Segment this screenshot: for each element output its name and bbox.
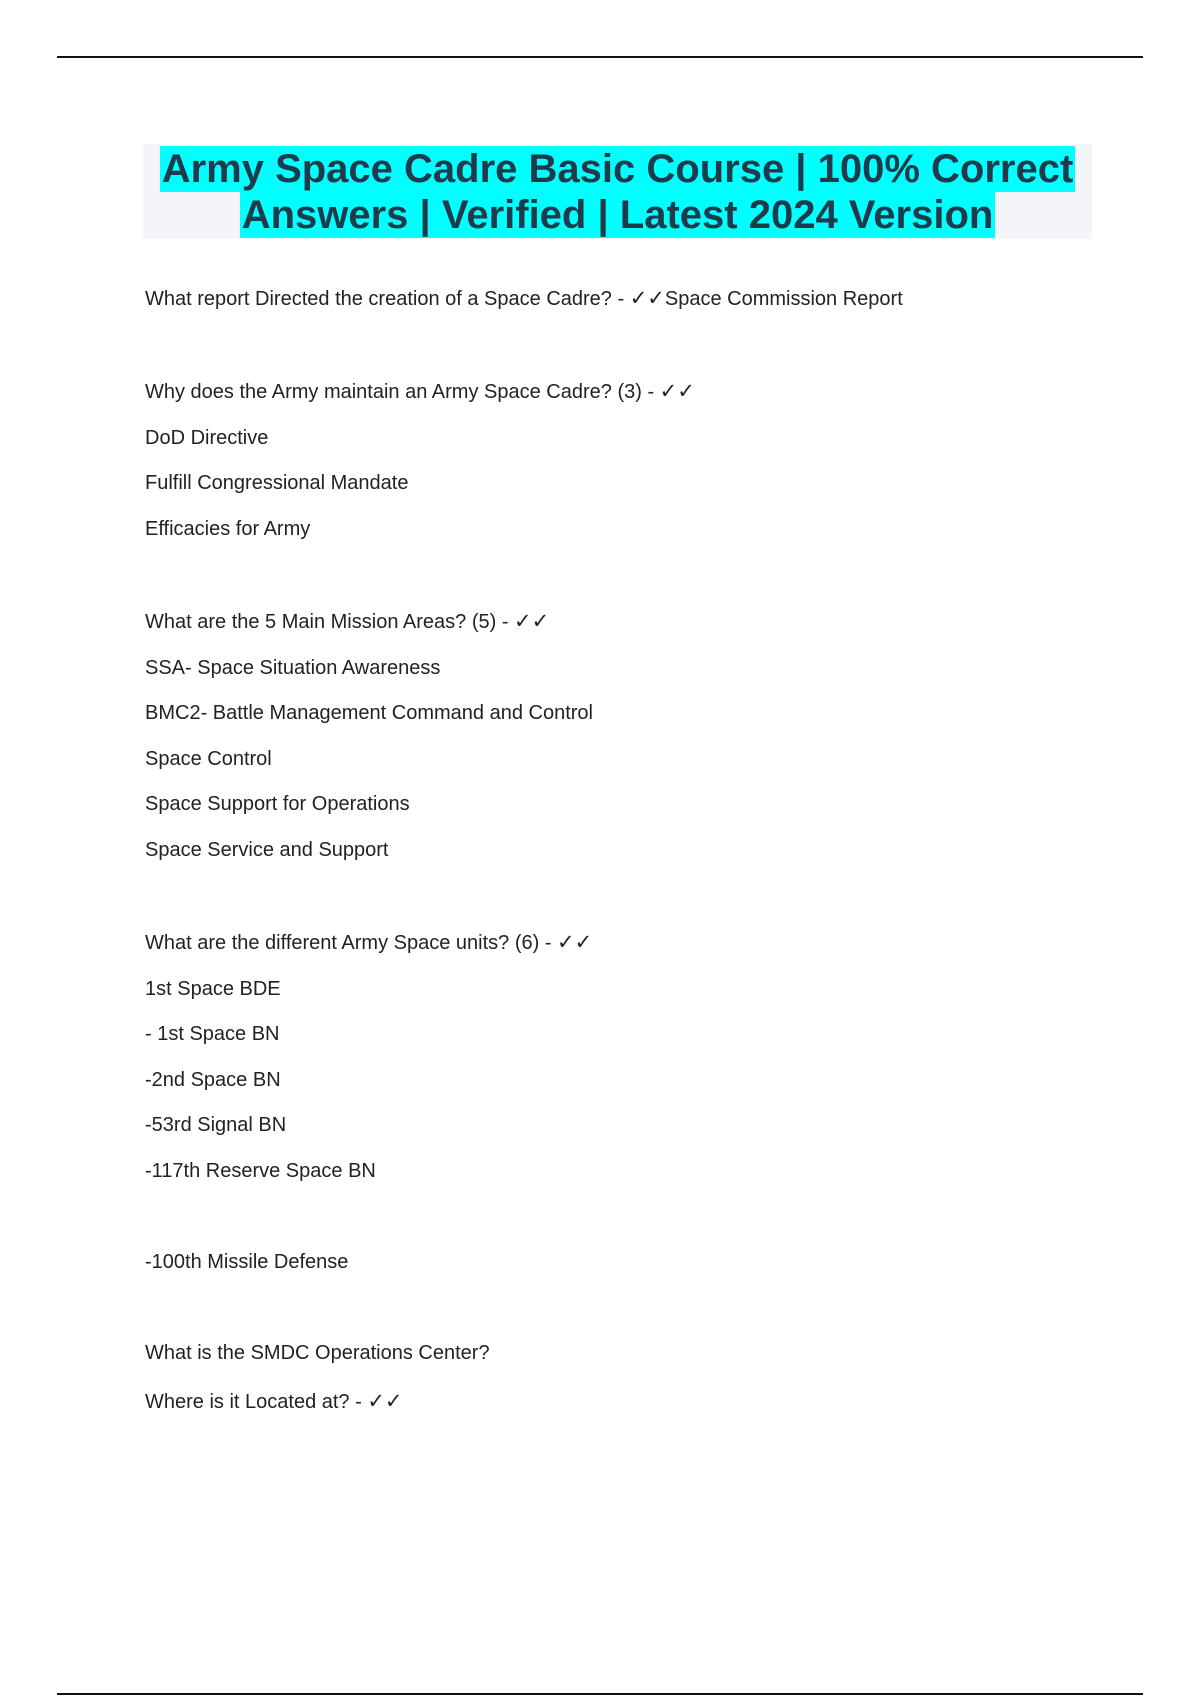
answer-line: -53rd Signal BN [145, 1114, 287, 1136]
question-text: What report Directed the creation of a Space Cadre? - [145, 288, 630, 310]
question-2 [145, 378, 1105, 405]
question-4 [145, 929, 1105, 956]
question-text: What are the 5 Main Mission Areas? (5) - [145, 611, 515, 633]
answer-line: SSA- Space Situation Awareness [145, 657, 441, 679]
question-text: Why does the Army maintain an Army Space Cadre? (3) - [145, 381, 660, 403]
answer-line: Space Control [145, 748, 272, 770]
answer-line: Efficacies for Army [145, 518, 311, 540]
check-icon: ✓✓ [557, 930, 593, 954]
document-title [143, 144, 1092, 239]
answer-line: BMC2- Battle Management Command and Control [145, 702, 593, 724]
answer-line: -100th Missile Defense [145, 1251, 349, 1273]
answer-line: Space Service and Support [145, 839, 389, 861]
title-line-2: Answers | Verified | Latest 2024 Version [241, 193, 994, 237]
question-text: Where is it Located at? - [145, 1391, 368, 1413]
question-5: What is the SMDC Operations Center? [145, 1342, 490, 1364]
question-3 [145, 608, 1105, 635]
title-line-1: Army Space Cadre Basic Course | 100% Correct [161, 147, 1074, 191]
answer-text: Space Commission Report [664, 288, 903, 310]
bottom-rule [57, 1693, 1143, 1695]
answer-line: DoD Directive [145, 427, 269, 449]
answer-line: Space Support for Operations [145, 793, 410, 815]
document-body [145, 285, 1105, 1415]
check-icon: ✓✓ [659, 379, 695, 403]
answer-line: -2nd Space BN [145, 1069, 281, 1091]
answer-line: -117th Reserve Space BN [145, 1160, 376, 1182]
top-rule [57, 56, 1143, 58]
answer-line: - 1st Space BN [145, 1023, 280, 1045]
answer-line: 1st Space BDE [145, 978, 281, 1000]
check-icon: ✓✓ [629, 286, 665, 310]
check-icon: ✓✓ [367, 1389, 403, 1413]
answer-line: Fulfill Congressional Mandate [145, 472, 409, 494]
question-5-line-2 [145, 1388, 1105, 1415]
question-text: What are the different Army Space units? (6) - [145, 932, 558, 954]
question-1 [145, 285, 1105, 312]
check-icon: ✓✓ [514, 609, 550, 633]
